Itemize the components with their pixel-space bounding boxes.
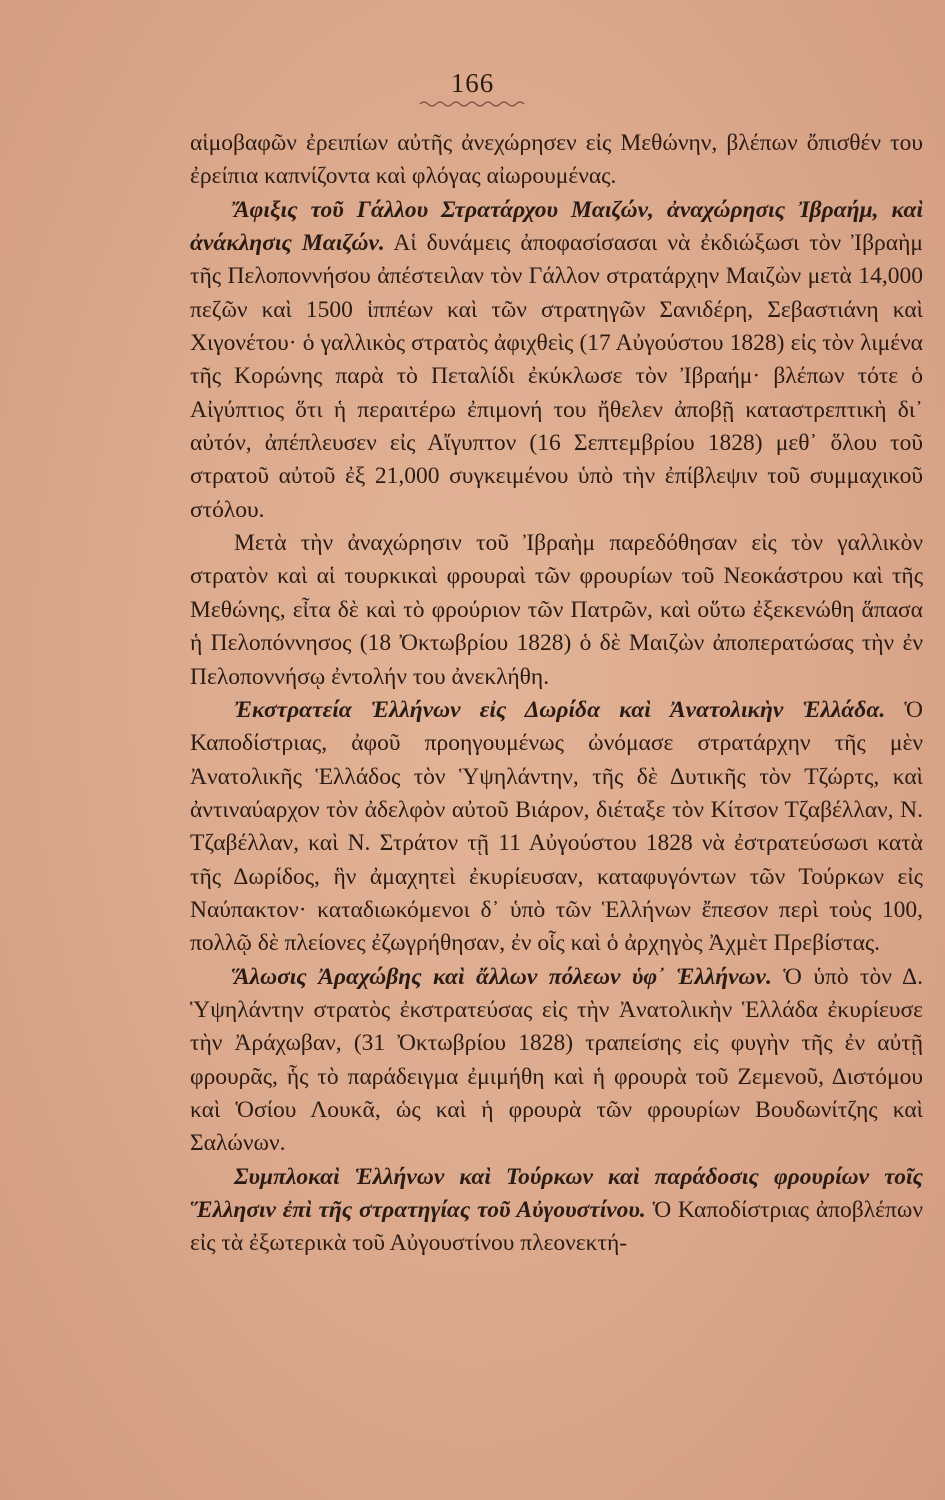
section-heading: Ἄφιξις τοῦ Γάλλου Στρατάρχου Μαιζών, ἀναχώρησις Ἰβραήμ, καὶ ἀνάκλησις Μαιζών.: [190, 196, 923, 257]
paragraph-text: αἱμοβαφῶν ἐρειπίων αὐτῆς ἀνεχώρησεν εἰς Μεθώνην, βλέπων ὄπισθέν του ἐρείπια καπνίζοντα καὶ φλόγας αἰωρουμένας.: [190, 130, 923, 190]
paragraph-text: Ὁ ὑπὸ τὸν Δ. Ὑψηλάντην στρατὸς ἐκστρατεύσας εἰς τὴν Ἀνατολικὴν Ἑλλάδα ἐκυρίευσε τὴν Ἀράχωβαν, (31 Ὀκτωβρίου 1828) τραπείσης εἰς φυγὴν τῆς ἐν αὐτῇ φρουρᾶς, ἧς τὸ παράδειγμα ἐμιμήθη καὶ ἡ φρουρὰ τοῦ Ζεμενοῦ, Διστόμου καὶ Ὁσίου Λουκᾶ, ὡς καὶ ἡ φρουρὰ τῶν φρουρίων Βουδωνίτζης καὶ Σαλώνων.: [190, 963, 923, 1157]
paragraph-text: Αἱ δυνάμεις ἀποφασίσασαι νὰ ἐκδιώξωσι τὸν Ἰβραὴμ τῆς Πελοποννήσου ἀπέστειλαν τὸν Γάλλον στρατάρχην Μαιζὼν μετὰ 14,000 πεζῶν καὶ 1500 ἱππέων καὶ τῶν στρατηγῶν Σανιδέρη, Σεβαστιάνη καὶ Χιγονέτου· ὁ γαλλικὸς στρατὸς ἀφιχθεὶς (17 Αὐγούστου 1828) εἰς τὸν λιμένα τῆς Κορώνης παρὰ τὸ Πεταλίδι ἐκύκλωσε τὸν Ἰβραήμ· βλέπων τότε ὁ Αἰγύπτιος ὅτι ἡ περαιτέρω ἐπιμονή του ἤθελεν ἀποβῇ καταστρεπτικὴ δι᾽ αὐτόν, ἀπέπλευσεν εἰς Αἴγυπτον (16 Σεπτεμβρίου 1828) μεθ᾽ ὅλου τοῦ στρατοῦ αὐτοῦ ἐξ 21,000 συγκειμένου ὑπὸ τὴν ἐπίβλεψιν τοῦ συμμαχικοῦ στόλου.: [190, 230, 923, 523]
paragraph-text: Ὁ Καποδίστριας ἀποβλέπων εἰς τὰ ἐξωτερικὰ τοῦ Αὐγουστίνου πλεονεκτή-: [190, 1197, 923, 1257]
paragraph: [190, 127, 923, 194]
paragraph-text: Μετὰ τὴν ἀναχώρησιν τοῦ Ἰβραὴμ παρεδόθησαν εἰς τὸν γαλλικὸν στρατὸν καὶ αἱ τουρκικαὶ φρουραὶ τῶν φρουρίων τοῦ Νεοκάστρου καὶ τῆς Μεθώνης, εἶτα δὲ καὶ τὸ φρούριον τῶν Πατρῶν, καὶ οὕτω ἐξεκενώθη ἅπασα ἡ Πελοπόννησος (18 Ὀκτωβρίου 1828) ὁ δὲ Μαιζὼν ἀποπερατώσας τὴν ἐν Πελοποννήσῳ ἐντολήν του ἀνεκλήθη.: [190, 530, 923, 690]
page-header: [0, 68, 945, 109]
paragraph: [190, 194, 923, 527]
section-heading: Ἐκστρατεία Ἑλλήνων εἰς Δωρίδα καὶ Ἀνατολικὴν Ἑλλάδα.: [234, 696, 886, 723]
page-number: 166: [450, 68, 495, 98]
paragraph: [190, 1161, 923, 1261]
paragraph-text: Ὁ Καποδίστριας, ἀφοῦ προηγουμένως ὠνόμασε στρατάρχην τῆς μὲν Ἀνατολικῆς Ἑλλάδος τὸν Ὑψηλάντην, τῆς δὲ Δυτικῆς τὸν Τζώρτς, καὶ ἀντιναύαρχον τὸν ἀδελφὸν αὐτοῦ Βιάρον, διέταξε τὸν Κίτσον Τζαβέλλαν, Ν. Τζαβέλλαν, καὶ Ν. Στράτον τῇ 11 Αὐγούστου 1828 νὰ ἐστρατεύσωσι κατὰ τῆς Δωρίδος, ἣν ἀμαχητεὶ ἐκυρίευσαν, καταφυγόντων τῶν Τούρκων εἰς Ναύπακτον· καταδιωκόμενοι δ᾽ ὑπὸ τῶν Ἑλλήνων ἔπεσον περὶ τοὺς 100, πολλῷ δὲ πλείονες ἐζωγρήθησαν, ἐν οἷς καὶ ὁ ἀρχηγὸς Ἀχμὲτ Πρεβίστας.: [190, 696, 923, 957]
paragraph: [190, 527, 923, 694]
section-heading: Συμπλοκαὶ Ἑλλήνων καὶ Τούρκων καὶ παράδοσις φρουρίων τοῖς Ἕλλησιν ἐπὶ τῆς στρατηγίας τοῦ Αὐγουστίνου.: [190, 1163, 923, 1223]
wavy-rule-ornament: [418, 99, 528, 109]
paragraph: [190, 694, 923, 961]
section-heading: Ἅλωσις Ἀραχώβης καὶ ἄλλων πόλεων ὑφ᾽ Ἑλλήνων.: [234, 963, 772, 990]
paragraph: [190, 961, 923, 1161]
body-text: [190, 127, 923, 1261]
